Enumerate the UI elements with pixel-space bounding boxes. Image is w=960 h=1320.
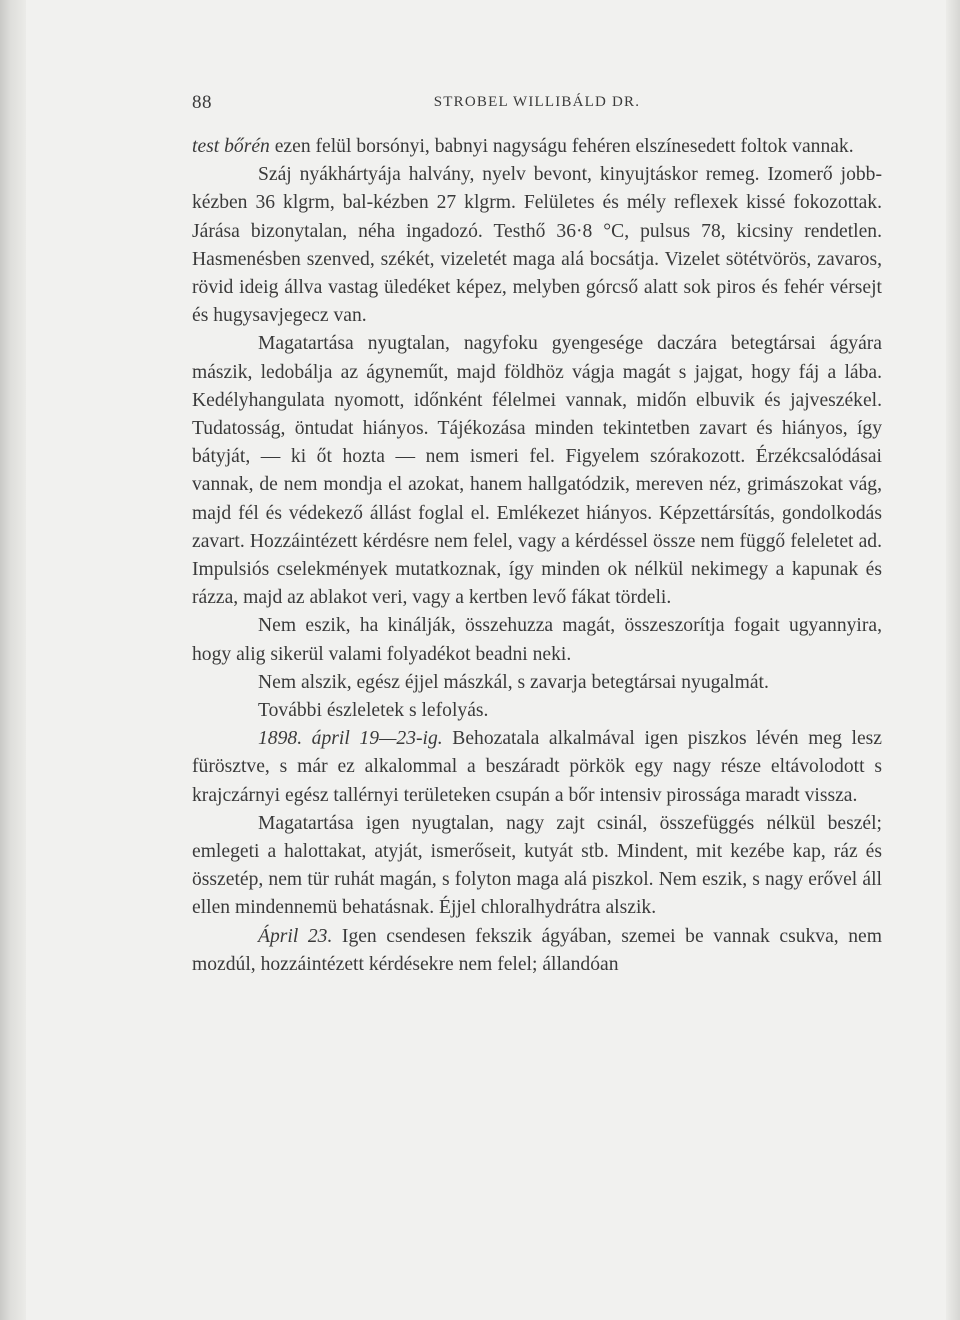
paragraph-1 xyxy=(192,133,882,161)
italic-phrase: test bőrén xyxy=(192,136,270,157)
paragraph-text: Behozatala alkalmával igen piszkos lévén meg lesz fürösztve, s már ez alkalommal a beszáradt pörkök egy nagy része eltávolodott s krajczárnyi egész tallérnyi területeken csupán a bőr intensiv pirossága maradt vissza. xyxy=(192,728,882,806)
date-label: Ápril 23. xyxy=(258,925,333,947)
body-text xyxy=(192,133,882,979)
date-label: 1898. ápril 19—23-ig. xyxy=(258,728,443,750)
section-heading: További észleletek s lefolyás. xyxy=(258,700,489,722)
paragraph-8: Magatartása igen nyugtalan, nagy zajt csinál, összefüggés nélkül beszél; emlegeti a halottakat, atyját, ismerőseit, kutyát stb. Mindent, mit kezébe kap, ráz és összetép, nem tür ruhát magán, s folyton maga alá piszkol. Nem eszik, s nagy erővel áll ellen mindennemü behatásnak. Éjjel chloralhydrátra alszik. xyxy=(192,812,882,919)
scan-right-edge xyxy=(946,0,960,1320)
paragraph-2: Száj nyákhártyája halvány, nyelv bevont, kinyujtáskor remeg. Izomerő jobb-kézben 36 klgrm, bal-kézben 27 klgrm. Felületes és mély reflexek kissé fokozottak. Járása bizonytalan, néha ingadozó. Testhő 36·8 °C, pulsus 78, kicsiny rendetlen. Hasmenésben szenved, székét, vizeletét maga alá bocsátja. Vizelet sötétvörös, zavaros, rövid ideig állva vastag üledéket képez, melyben górcső alatt sok piros és fehér vérsejt és hugysavjegecz van. xyxy=(192,164,882,327)
paragraph-text: Igen csendesen fekszik ágyában, szemei be vannak csukva, nem mozdúl, hozzáintézett kérdésekre nem felel; állandóan xyxy=(192,925,882,975)
paragraph-7 xyxy=(192,725,882,810)
paragraph-5: Nem alszik, egész éjjel mászkál, s zavarja betegtársai nyugalmát. xyxy=(258,671,769,693)
paragraph-4: Nem eszik, ha kinálják, összehuzza magát, összeszorítja fogait ugyannyira, hogy alig sikerül valami folyadékot beadni neki. xyxy=(192,615,882,665)
page-header xyxy=(192,92,882,116)
running-head: STROBEL WILLIBÁLD DR. xyxy=(433,94,641,110)
scan-left-edge xyxy=(0,0,26,1320)
page-number: 88 xyxy=(192,92,212,113)
paragraph-text: ezen felül borsónyi, babnyi nagyságu fehéren elszínesedett foltok vannak. xyxy=(269,136,854,157)
paragraph-9 xyxy=(192,923,882,979)
paragraph-3: Magatartása nyugtalan, nagyfoku gyengesége daczára betegtársai ágyára mászik, ledobálja az ágyneműt, majd földhöz vágja magát s jajgat, hogy fáj a lába. Kedélyhangulata nyomott, időnként félelmei vannak, midőn elbuvik és jajveszékel. Tudatosság, öntudat hiányos. Tájékozása minden tekintetben zavart és hiányos, így bátyját, — ki őt hozta — nem ismeri fel. Figyelem szórakozott. Érzékcsalódásai vannak, de nem mondja el azokat, hanem hallgatódzik, mereven néz, grimászokat vág, majd fél és védekező állást foglal el. Emlékezet hiányos. Képzettársítás, gondolkodás zavart. Hozzáintézett kérdésre nem felel, vagy a kérdéssel össze nem függő feleletet ad. Impulsiós cselekmények mutatkoznak, így minden ok nélkül nekimegy a kapunak és rázza, majd az ablakot veri, vagy a kertben levő fákat tördeli. xyxy=(192,333,882,609)
